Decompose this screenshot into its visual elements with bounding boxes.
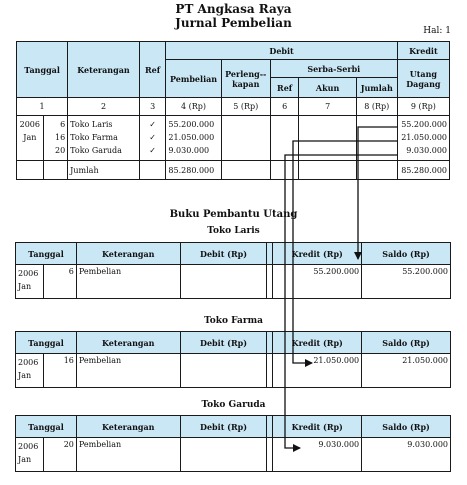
total-row (17, 161, 450, 180)
ledger-table-laris (15, 242, 451, 299)
utang-cell (397, 116, 449, 161)
col-tanggal: Tanggal (16, 416, 77, 438)
num-cell: 4 (Rp) (166, 98, 221, 116)
amount: 9.030.000 (406, 146, 447, 155)
year: 2006 (18, 269, 39, 278)
total-utang: 85.280.000 (397, 161, 449, 180)
kredit: 21.050.000 (273, 354, 362, 388)
col-saldo: Saldo (Rp) (362, 243, 451, 265)
num-cell: 5 (Rp) (221, 98, 270, 116)
col-ss-akun: Akun (299, 78, 356, 98)
month: Jan (18, 371, 32, 380)
journal-title: Jurnal Pembelian (175, 16, 292, 30)
col-utang-dagang: Utang Dagang (397, 60, 449, 98)
month: Jan (18, 282, 32, 291)
table-row (16, 438, 451, 472)
desc: Pembelian (76, 265, 180, 299)
col-serba-serbi: Serba-Serbi (270, 60, 397, 78)
desc: Toko Laris (70, 120, 113, 129)
year: 2006 (18, 442, 39, 451)
empty-cell (299, 116, 356, 161)
col-debit: Debit (Rp) (180, 416, 267, 438)
table-row (16, 354, 451, 388)
num-cell: 7 (299, 98, 356, 116)
day: 16 (43, 354, 76, 388)
num-cell: 1 (17, 98, 68, 116)
kredit: 55.200.000 (273, 265, 362, 299)
col-saldo: Saldo (Rp) (362, 332, 451, 354)
empty-cell (356, 161, 397, 180)
ledger-title: Buku Pembantu Utang (169, 209, 298, 220)
desc-cell (68, 116, 140, 161)
desc: Toko Garuda (70, 146, 122, 155)
saldo: 55.200.000 (362, 265, 451, 299)
col-tanggal: Tanggal (17, 42, 68, 98)
ref-cell (139, 116, 166, 161)
day: 16 (54, 133, 66, 142)
table-row (16, 265, 451, 299)
col-ref: Ref (139, 42, 166, 98)
empty-cell (270, 116, 299, 161)
empty-cell (299, 161, 356, 180)
amount: 55.200.000 (401, 120, 447, 129)
num-cell: 6 (270, 98, 299, 116)
num-cell: 3 (139, 98, 166, 116)
col-debit: Debit (Rp) (180, 332, 267, 354)
day-cell (43, 116, 68, 161)
col-ss-ref: Ref (270, 78, 299, 98)
ledger-table-garuda (15, 415, 451, 472)
col-keterangan: Keterangan (68, 42, 140, 98)
num-cell: 9 (Rp) (397, 98, 449, 116)
date-year-month (17, 116, 44, 161)
day: 20 (43, 438, 76, 472)
page-number: Hal: 1 (423, 26, 451, 36)
col-debit: Debit (Rp) (180, 243, 267, 265)
saldo: 9.030.000 (362, 438, 451, 472)
col-keterangan: Keterangan (76, 332, 180, 354)
col-ss-jumlah: Jumlah (356, 78, 397, 98)
col-saldo: Saldo (Rp) (362, 416, 451, 438)
empty-cell (221, 161, 270, 180)
account-name: Toko Farma (204, 316, 263, 326)
col-kredit: Kredit (Rp) (273, 243, 362, 265)
month: Jan (18, 455, 32, 464)
desc: Pembelian (76, 438, 180, 472)
num-cell: 8 (Rp) (356, 98, 397, 116)
company-name: PT Angkasa Raya (175, 2, 292, 16)
purchase-journal-table (16, 41, 450, 180)
col-kredit: Kredit (Rp) (273, 416, 362, 438)
debit-cell (180, 438, 267, 472)
ledger-table-farma (15, 331, 451, 388)
amount: 9.030.000 (168, 146, 210, 155)
empty-cell (139, 161, 166, 180)
month: Jan (23, 133, 37, 142)
desc: Toko Farma (70, 133, 118, 142)
date-year-month (16, 265, 44, 299)
empty-cell (43, 161, 68, 180)
total-pembelian: 85.280.000 (166, 161, 221, 180)
col-perlengkapan: Perleng-- kapan (221, 60, 270, 98)
day: 6 (43, 265, 76, 299)
saldo: 21.050.000 (362, 354, 451, 388)
col-debit: Debit (166, 42, 397, 60)
year: 2006 (18, 358, 39, 367)
amount: 21.050.000 (168, 133, 215, 142)
debit-cell (180, 265, 267, 299)
amount: 55.200.000 (168, 120, 215, 129)
desc: Pembelian (76, 354, 180, 388)
col-pembelian: Pembelian (166, 60, 221, 98)
col-tanggal: Tanggal (16, 243, 77, 265)
empty-cell (356, 116, 397, 161)
col-tanggal: Tanggal (16, 332, 77, 354)
table-row (17, 116, 450, 161)
col-keterangan: Keterangan (76, 416, 180, 438)
check-icon: ✓ (149, 133, 156, 142)
col-kredit: Kredit (397, 42, 449, 60)
kredit: 9.030.000 (273, 438, 362, 472)
col-keterangan: Keterangan (76, 243, 180, 265)
amount: 21.050.000 (401, 133, 447, 142)
check-icon: ✓ (149, 146, 156, 155)
check-icon: ✓ (149, 120, 156, 129)
debit-cell (180, 354, 267, 388)
account-name: Toko Garuda (201, 400, 266, 410)
empty-cell (17, 161, 44, 180)
empty-cell (270, 161, 299, 180)
empty-cell (221, 116, 270, 161)
date-year-month (16, 438, 44, 472)
account-name: Toko Laris (207, 226, 260, 236)
year: 2006 (19, 120, 40, 129)
date-year-month (16, 354, 44, 388)
col-kredit: Kredit (Rp) (273, 332, 362, 354)
numbering-row (17, 98, 450, 116)
day: 20 (54, 146, 66, 155)
total-label: Jumlah (68, 161, 140, 180)
pembelian-cell (166, 116, 221, 161)
num-cell: 2 (68, 98, 140, 116)
day: 6 (60, 120, 66, 129)
